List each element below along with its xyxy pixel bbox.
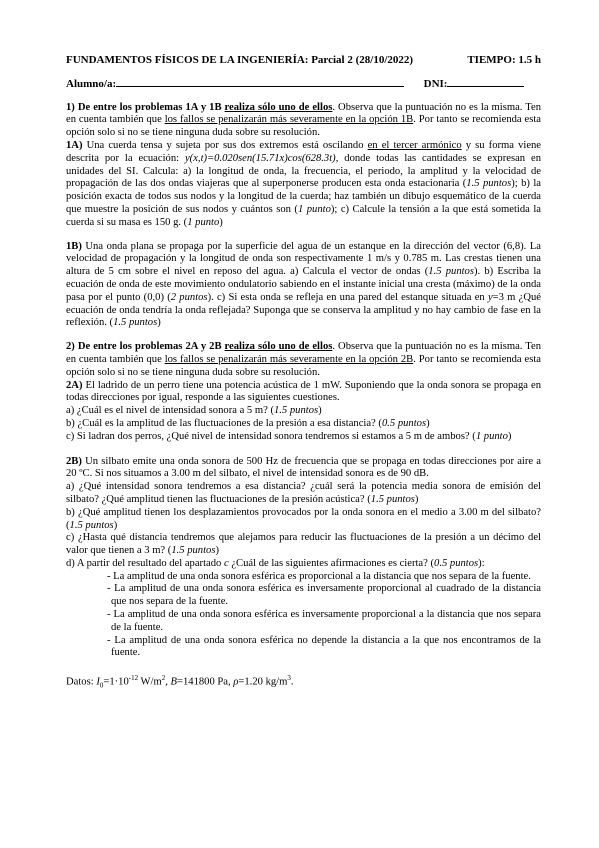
problem-1a: 1A) Una cuerda tensa y sujeta por sus dos extremos está oscilando en el tercer armónico y su forma viene descrita por la ecuación: y(x,t)=0.020sen(15.71x)cos(628.3t), donde todas las cantidades se expresan en unidades del SI. Calcula: a) la longitud de onda, la frecuencia, el periodo, la amplitud y la velocidad de propagación de las dos ondas viajeras que al superponerse producen esta onda estacionaria (1.5 puntos); b) la posición exacta de todos sus nodos y la longitud de la cuerda; haz también un dibujo esquemático de la cuerda que muestre la posición de sus nodos y cuántos son (1 punto); c) Calcule la tensión a la que está sometida la cuerda si su masa es 150 g. (1 punto) [66,139,542,228]
datos-line: Datos: $I_0=1\cdot 10^{-12}$ $W/m^2$, B=141800 Pa, ρ=1.20 $kg/m^3$. [66,674,294,690]
student-line [66,77,541,91]
answer-option: - La amplitud de una onda sonora esférica es proporcional a la distancia que nos separa de la fuente. [107,570,531,582]
problem-2-intro: 2) De entre los problemas 2A y 2B realiza sólo uno de ellos. Observa que la puntuación no es la misma. Ten en cuenta también que los fallos se penalizarán más severamente en la opción 2B. Por tanto se recomienda esta opción solo si no se tiene ninguna duda sobre su resolución. [66,341,542,378]
problem-2b-q-c: c) ¿Hasta qué distancia tendremos que alejamos para reducir las fluctuaciones de la presión a un décimo del valor que tienen a 3 m? (1.5 puntos) [66,532,541,557]
exam-title: FUNDAMENTOS FÍSICOS DE LA INGENIERÍA: Parcial 2 (28/10/2022) [66,54,414,66]
dni-blank [447,77,524,87]
problem-1b: 1B) Una onda plana se propaga por la superficie del agua de un estanque en la dirección del vector (6,8). La velocidad de propagación y la longitud de onda son respectivamente 1 m/s y 0.785 m. Las crestas tienen una altura de 5 cm sobre el nivel en reposo del agua. a) Calcula el vector de ondas (1.5 puntos). b) Escriba la ecuación de onda de este movimiento ondulatorio sabiendo en el instante inicial una cresta (máximo) de la onda pasa por el punto (0,0) (2 puntos). c) Si esta onda se refleja en una pared del estanque situada en y=3 m ¿Qué ecuación de onda tendría la onda reflejada? Suponga que se conserva la amplitud y no hay cambio de fase en la reflexión. (1.5 puntos) [66,240,542,329]
student-name-blank [116,77,404,87]
exam-header [66,54,541,67]
problem-2a-q-b: b) ¿Cuál es la amplitud de las fluctuaciones de la presión a esa distancia? (0.5 puntos) [66,417,430,429]
problem-2b: 2B) Un silbato emite una onda sonora de 500 Hz de frecuencia que se propaga en todas direcciones por aire a 20 ºC. Si nos situamos a 3.00 m del silbato, el nivel de intensidad sonora es de 90 dB. [66,455,541,480]
answer-option: - La amplitud de una onda sonora esférica es inversamente proporcional al cuadrado de la distancia que nos separa de la fuente. [107,583,541,608]
problem-1-intro: 1) De entre los problemas 1A y 1B realiza sólo uno de ellos. Observa que la puntuación no es la misma. Ten en cuenta también que los fallos se penalizarán más severamente en la opción 1B. Por tanto se recomienda esta opción solo si no se tiene ninguna duda sobre su resolución. [66,101,542,139]
answer-option: - La amplitud de una onda sonora esférica es inversamente proporcional a la distancia que nos separa de la fuente. [107,609,541,633]
answer-options [66,571,541,661]
problem-2a: 2A) El ladrido de un perro tiene una potencia acústica de 1 mW. Suponiendo que la onda sonora se propaga en todas direcciones por igual, responde a las siguientes cuestiones. [66,379,541,404]
answer-option: - La amplitud de una onda sonora esférica no depende la distancia a la que nos encontramos de la fuente. [107,634,541,659]
problem-2b-q-a: a) ¿Qué intensidad sonora tendremos a esa distancia? ¿cuál será la potencia media sonora de emisión del silbato? ¿Qué amplitud tienen las fluctuaciones de la presión acústica? (1.5 puntos) [66,481,541,505]
exam-page [66,54,541,693]
problem-2b-q-d: d) A partir del resultado del apartado c ¿Cuál de las siguientes afirmaciones es cierta? (0.5 puntos): [66,557,485,569]
problem-2a-q-c: c) Si ladran dos perros, ¿Qué nivel de intensidad sonora tendremos si estamos a 5 m de ambos? (1 punto) [66,430,512,442]
problem-2a-q-a: a) ¿Cuál es el nivel de intensidad sonora a 5 m? (1.5 puntos) [66,405,322,417]
exam-time: TIEMPO: 1.5 h [467,54,541,66]
student-label: Alumno/a: [66,77,117,90]
dni-label: DNI: [423,77,448,90]
problem-2b-q-b: b) ¿Qué amplitud tienen los desplazamientos provocados por la onda sonora en el medio a 3.00 m del silbato? (1.5 puntos) [66,506,541,531]
